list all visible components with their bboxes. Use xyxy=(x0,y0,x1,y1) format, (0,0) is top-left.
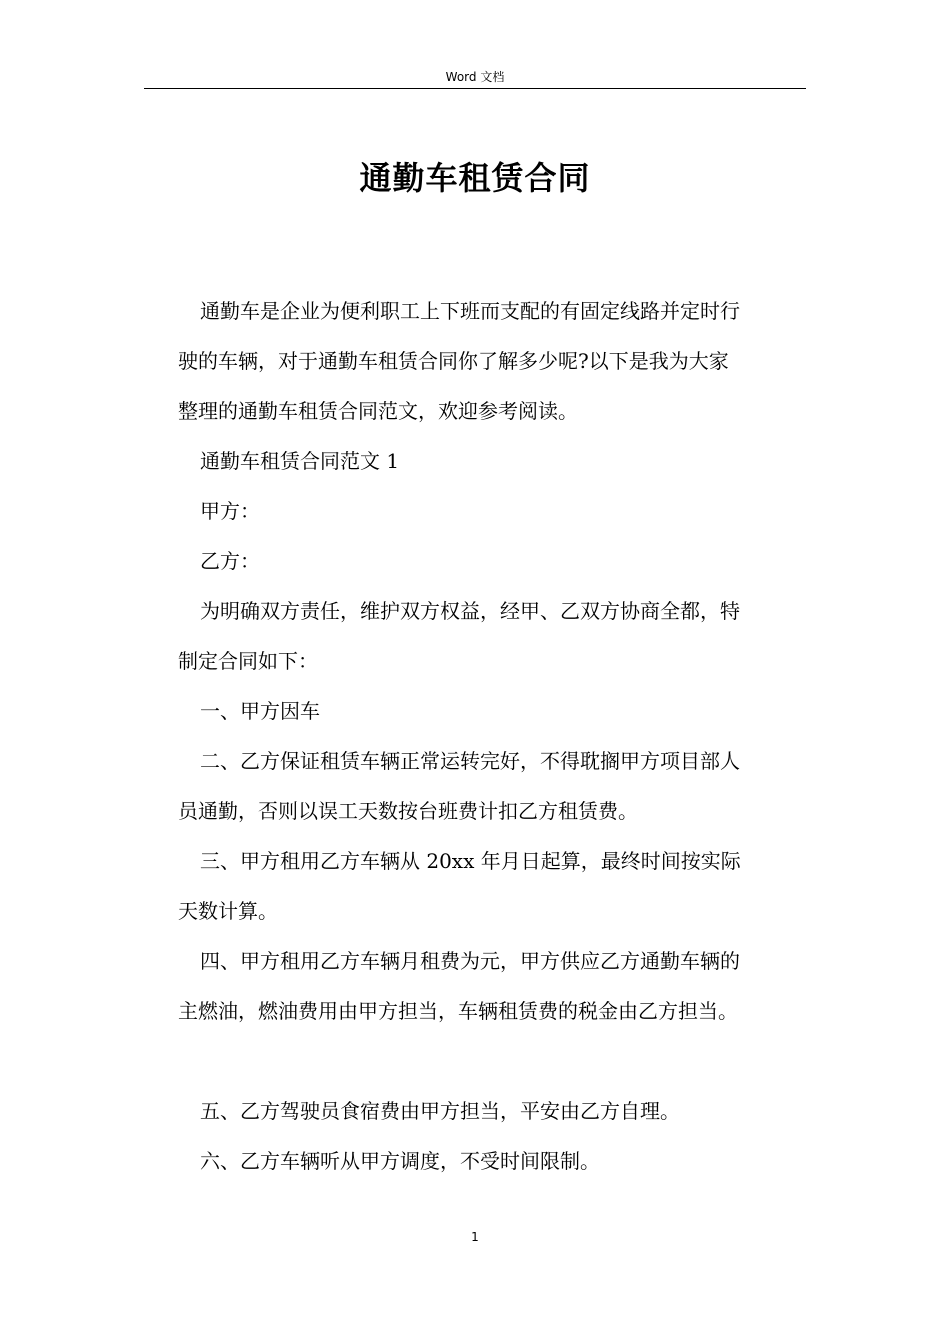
clause-6 xyxy=(178,1136,808,1186)
paragraph-line: 驶的车辆，对于通勤车租赁合同你了解多少呢?以下是我为大家 xyxy=(178,349,729,373)
paragraph-line: 通勤车是企业为便利职工上下班而支配的有固定线路并定时行 xyxy=(200,299,740,323)
paragraph-line: 通勤车租赁合同范文 1 xyxy=(200,449,400,473)
paragraph-line: 四、甲方租用乙方车辆月租费为元，甲方供应乙方通勤车辆的 xyxy=(200,949,740,973)
page-header xyxy=(144,66,806,89)
paragraph-line: 天数计算。 xyxy=(178,899,278,923)
paragraph-line: 一、甲方因车 xyxy=(200,699,320,723)
document-body xyxy=(178,286,808,1186)
paragraph-line: 制定合同如下： xyxy=(178,649,318,673)
clause-1 xyxy=(178,686,808,736)
paragraph-intro xyxy=(178,286,808,436)
paragraph-line: 主燃油，燃油费用由甲方担当，车辆租赁费的税金由乙方担当。 xyxy=(178,999,738,1023)
paragraph-line: 员通勤，否则以误工天数按台班费计扣乙方租赁费。 xyxy=(178,799,638,823)
paragraph-line: 甲方： xyxy=(200,499,260,523)
header-label: Word 文档 xyxy=(445,70,505,84)
blank-line xyxy=(178,1036,808,1086)
page-number: 1 xyxy=(471,1230,479,1244)
paragraph-line: 六、乙方车辆听从甲方调度，不受时间限制。 xyxy=(200,1149,600,1173)
clause-2 xyxy=(178,736,808,836)
document-title: 通勤车租赁合同 xyxy=(359,159,591,197)
paragraph-line: 五、乙方驾驶员食宿费由甲方担当，平安由乙方自理。 xyxy=(200,1099,680,1123)
paragraph-line: 整理的通勤车租赁合同范文，欢迎参考阅读。 xyxy=(178,399,578,423)
paragraph-line: 三、甲方租用乙方车辆从 20xx 年月日起算，最终时间按实际 xyxy=(200,849,741,873)
preamble-paragraph xyxy=(178,586,808,686)
paragraph-line: 二、乙方保证租赁车辆正常运转完好，不得耽搁甲方项目部人 xyxy=(200,749,740,773)
clause-4 xyxy=(178,936,808,1036)
party-b-label xyxy=(178,536,808,586)
section-heading xyxy=(178,436,808,486)
party-a-label xyxy=(178,486,808,536)
clause-3 xyxy=(178,836,808,936)
clause-5 xyxy=(178,1086,808,1136)
paragraph-line: 为明确双方责任，维护双方权益，经甲、乙双方协商全都，特 xyxy=(200,599,740,623)
paragraph-line: 乙方： xyxy=(200,549,260,573)
